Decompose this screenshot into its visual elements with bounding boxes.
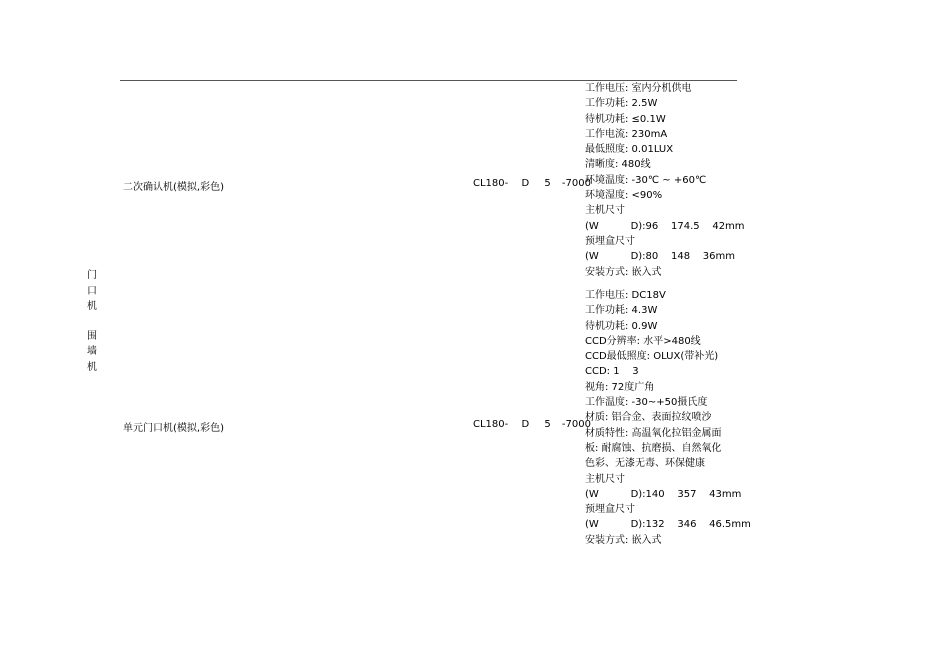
spec-line: 环境湿度: <90% — [585, 190, 663, 202]
model-part: 5 — [544, 178, 551, 189]
spec-line: 待机功耗: ≤0.1W — [585, 113, 666, 125]
spec-line: 工作电流: 230mA — [585, 128, 668, 140]
spec-line: CCD最低照度: OLUX(带补光) — [585, 351, 719, 363]
category-char: 机 — [87, 301, 97, 312]
spec-line: 工作功耗: 4.3W — [585, 305, 658, 317]
model-part: D — [521, 419, 530, 430]
product-name: 二次确认机(模拟,彩色) — [123, 182, 224, 193]
product-name: 单元门口机(模拟,彩色) — [123, 423, 224, 434]
product-model — [473, 419, 591, 430]
model-part: D — [521, 178, 530, 189]
spec-line: (W D):80 148 36mm — [585, 251, 735, 263]
spec-line: 材质: 铝合金、表面拉纹喷沙 — [585, 412, 712, 424]
spec-line: 工作功耗: 2.5W — [585, 98, 658, 110]
spec-line: (W D):96 174.5 42mm — [585, 220, 745, 232]
category-char: 门 — [87, 270, 97, 281]
spec-line: 预埋盒尺寸 — [585, 235, 635, 247]
model-part: -7000 — [561, 419, 591, 430]
model-part: -7000 — [561, 178, 591, 189]
spec-line: 主机尺寸 — [585, 205, 625, 217]
model-part: CL180- — [473, 419, 509, 430]
product-specs — [585, 288, 751, 548]
spec-line: CCD: 1 3 — [585, 366, 639, 378]
spec-line: 环境温度: -30℃ ~ +60℃ — [585, 174, 707, 186]
category-label — [85, 268, 99, 375]
category-char: 墙 — [87, 346, 97, 357]
model-part: CL180- — [473, 178, 509, 189]
spec-line: 安装方式: 嵌入式 — [585, 266, 662, 278]
spec-line: (W D):140 357 43mm — [585, 488, 742, 500]
spec-line: 材质特性: 高温氧化拉铝金属面 — [585, 427, 722, 439]
spec-line: 工作电压: DC18V — [585, 290, 666, 301]
spec-line: CCD分辨率: 水平>480线 — [585, 335, 701, 347]
spec-line: 主机尺寸 — [585, 473, 625, 485]
spec-line: 最低照度: 0.01LUX — [585, 144, 674, 156]
spec-line: 板: 耐腐蚀、抗磨损、自然氧化 — [585, 442, 722, 454]
spec-line: 安装方式: 嵌入式 — [585, 534, 662, 546]
spec-line: (W D):132 346 46.5mm — [585, 519, 751, 531]
spec-line: 待机功耗: 0.9W — [585, 320, 658, 332]
spec-line: 工作电压: 室内分机供电 — [585, 83, 692, 94]
category-char: 围 — [87, 330, 97, 342]
spec-line: 工作温度: -30~+50摄氏度 — [585, 397, 708, 409]
spec-line: 色彩、无漆无毒、环保健康 — [585, 458, 705, 470]
product-specs — [585, 81, 745, 280]
category-gap — [85, 315, 99, 329]
spec-line: 视角: 72度广角 — [585, 381, 655, 393]
category-char: 机 — [87, 361, 97, 373]
category-char: 口 — [87, 285, 97, 297]
spec-line: 清晰度: 480线 — [585, 159, 651, 171]
spec-line: 预埋盒尺寸 — [585, 504, 635, 516]
model-part: 5 — [544, 419, 551, 430]
product-model — [473, 178, 591, 189]
